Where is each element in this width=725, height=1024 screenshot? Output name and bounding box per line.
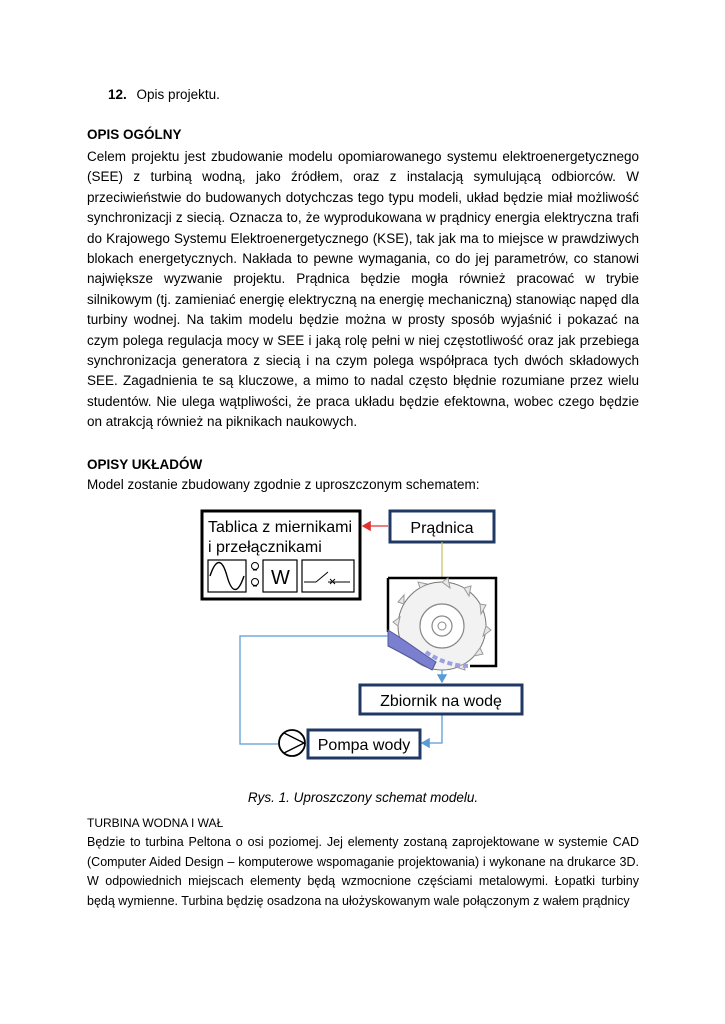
water-pump <box>279 730 420 758</box>
turbine-heading: TURBINA WODNA I WAŁ <box>87 816 224 830</box>
pump-label: Pompa wody <box>317 737 411 754</box>
system-diagram <box>200 502 530 777</box>
panel-label-line2: i przełącznikami <box>208 539 322 556</box>
generator-label: Prądnica <box>410 520 474 537</box>
turbine-paragraph: Będzie to turbina Peltona o osi poziomej. Jej elementy zostaną zaprojektowane w systemie CAD (Computer Aided Design – komputerowe wspomaganie projektowania) i wykonane na drukarce 3D. W odpowiednich miejscach elementy będą wzmocnione częściami metalowymi. Łopatki turbiny będą wymienne. Turbina będzię osadzona na ułożyskowanym wale połączonym z wałem prądnicy <box>87 835 639 908</box>
meter-panel-box <box>202 511 360 599</box>
general-paragraph: Celem projektu jest zbudowanie modelu opomiarowanego systemu elektroenergetycznego (SEE) z turbiną wodną, jako źródłem, oraz z instalacją symulującą odbiorców. W przeciwieństwie do budowanych dotychczas tego typu modeli, układ będzie miał możliwość synchronizacji z siecią. Oznacza to, że wyprodukowana w prądnicy energia elektryczna trafi do Krajowego Systemu Elektroenergetycznego (KSE), tak jak ma to miejsce w prawdziwych blokach energetycznych. Nakłada to pewne wymagania, co do jej parametrów, co stanowi największe wyzwanie projektu. Prądnica będzie mogła również pracować w trybie silnikowym (tj. zamieniać energię elektryczną na energię mechaniczną) stanowiąc napęd dla turbiny wodnej. Na takim modelu będzie można w prosty sposób wyjaśnić i pokazać na czym polega regulacja mocy w SEE i jaką rolę pełni w niej częstotliwość oraz jak przebiega synchronizacja generatora z siecią i na czym polega współpraca tych dwóch składowych SEE. Zagadnienia te są kluczowe, a mimo to nadal często błędnie rozumiane przez wielu studentów. Nie ulega wątpliwości, że praca układu będzie efektowna, wobec czego będzie on atrakcją również na piknikach naukowych. <box>87 149 639 430</box>
panel-label-line1: Tablica z miernikami <box>208 519 353 536</box>
figure-caption: Rys. 1. Uproszczony schemat modelu. <box>247 790 479 805</box>
section-number: 12. <box>108 87 127 102</box>
section-title: Opis projektu. <box>136 87 220 102</box>
pelton-turbine <box>388 578 496 670</box>
section-heading <box>108 87 220 102</box>
generator-box <box>390 511 494 542</box>
systems-intro: Model zostanie zbudowany zgodnie z uproszczonym schematem: <box>87 477 480 492</box>
water-tank-box <box>360 685 522 714</box>
general-heading: OPIS OGÓLNY <box>87 127 182 142</box>
tank-label: Zbiornik na wodę <box>380 693 502 710</box>
systems-heading: OPISY UKŁADÓW <box>87 457 203 472</box>
wattmeter-symbol: W <box>271 567 290 589</box>
